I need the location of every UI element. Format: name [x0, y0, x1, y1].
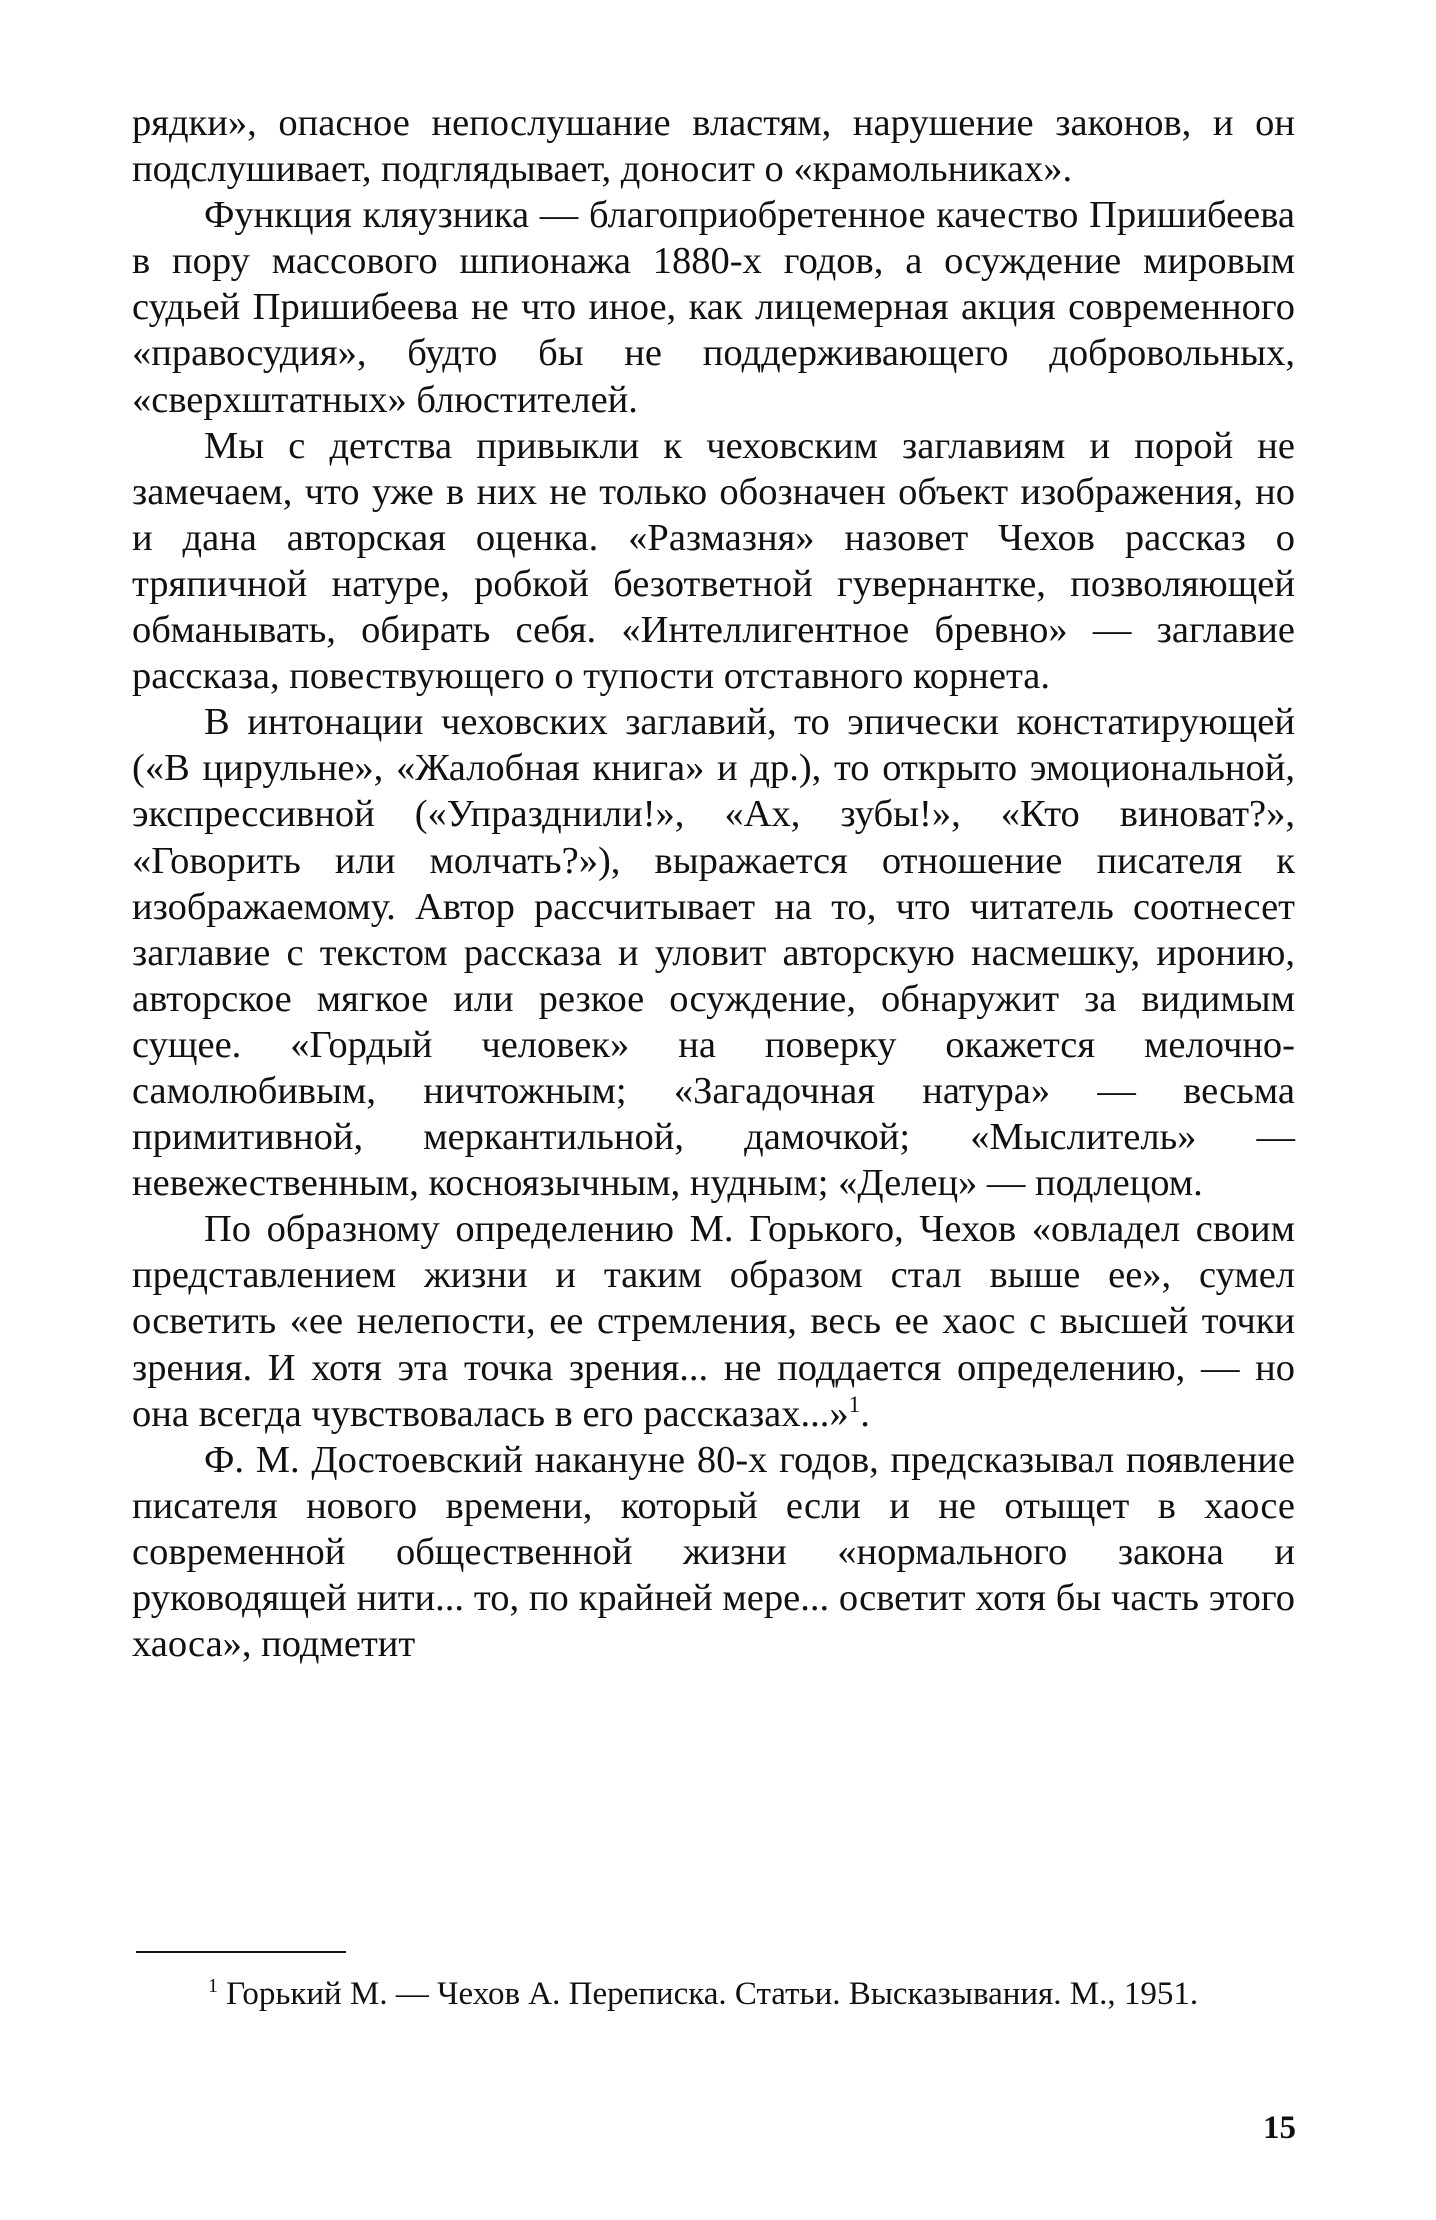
- footnote-reference: 1: [848, 1390, 861, 1417]
- page-number: 15: [1263, 2110, 1296, 2146]
- paragraph-5: [132, 1206, 1295, 1436]
- paragraph-3: Мы с детства привыкли к чеховским заглавиям и порой не замечаем, что уже в них не только обозначен объект изображения, но и дана авторская оценка. «Размазня» назовет Чехов рассказ о тряпичной натуре, робкой безответной гувернантке, позволяющей обманывать, обирать себя. «Интеллигентное бревно» — заглавие рассказа, повествующего о тупости отставного корнета.: [132, 424, 1295, 698]
- footnote-text: Горький М. — Чехов А. Переписка. Статьи. Высказывания. М., 1951.: [217, 1976, 1199, 2012]
- page-body: [132, 100, 1295, 1667]
- paragraph-4: В интонации чеховских заглавий, то эпически констатирующей («В цирульне», «Жалобная книга» и др.), то открыто эмоциональной, экспрессивной («Упразднили!», «Ах, зубы!», «Кто виноват?», «Говорить или молчать?»), выражается отношение писателя к изображаемому. Автор рассчитывает на то, что читатель соотнесет заглавие с текстом рассказа и уловит авторскую насмешку, иронию, авторское мягкое или резкое осуждение, обнаружит за видимым сущее. «Гордый человек» на поверку окажется мелочно-самолюбивым, ничтожным; «Загадочная натура» — весьма примитивной, меркантильной, дамочкой; «Мыслитель» — невежественным, косноязычным, нудным; «Делец» — подлецом.: [132, 701, 1295, 1205]
- footnote-mark: 1: [208, 1975, 218, 1997]
- paragraph-5-text: По образному определению М. Горького, Чехов «овладел своим представлением жизни и таким образом стал выше ее», сумел осветить «ее нелепости, ее стремления, весь ее хаос с высшей точки зрения. И хотя эта точка зрения... не поддается определению, — но она всегда чувствовалась в его рассказах...»: [132, 1208, 1295, 1435]
- paragraph-1: рядки», опасное непослушание властям, нарушение законов, и он подслушивает, подглядывает, доносит о «крамольниках».: [132, 102, 1295, 191]
- paragraph-6: Ф. М. Достоевский накануне 80-х годов, предсказывал появление писателя нового времени, который если и не отыщет в хаосе современной общественной жизни «нормального закона и руководящей нити... то, по крайней мере... осветит хотя бы часть этого хаоса», подметит: [132, 1438, 1295, 1666]
- footnote-divider: [136, 1951, 346, 1953]
- footnote: [136, 1971, 1295, 2017]
- paragraph-5-end: .: [860, 1392, 870, 1435]
- paragraph-2: Функция кляузника — благоприобретенное качество Пришибеева в пору массового шпионажа 1880-х годов, а осуждение мировым судьей Пришибеева не что иное, как лицемерная акция современного «правосудия», будто бы не поддерживающего добровольных, «сверхштатных» блюстителей.: [132, 194, 1295, 421]
